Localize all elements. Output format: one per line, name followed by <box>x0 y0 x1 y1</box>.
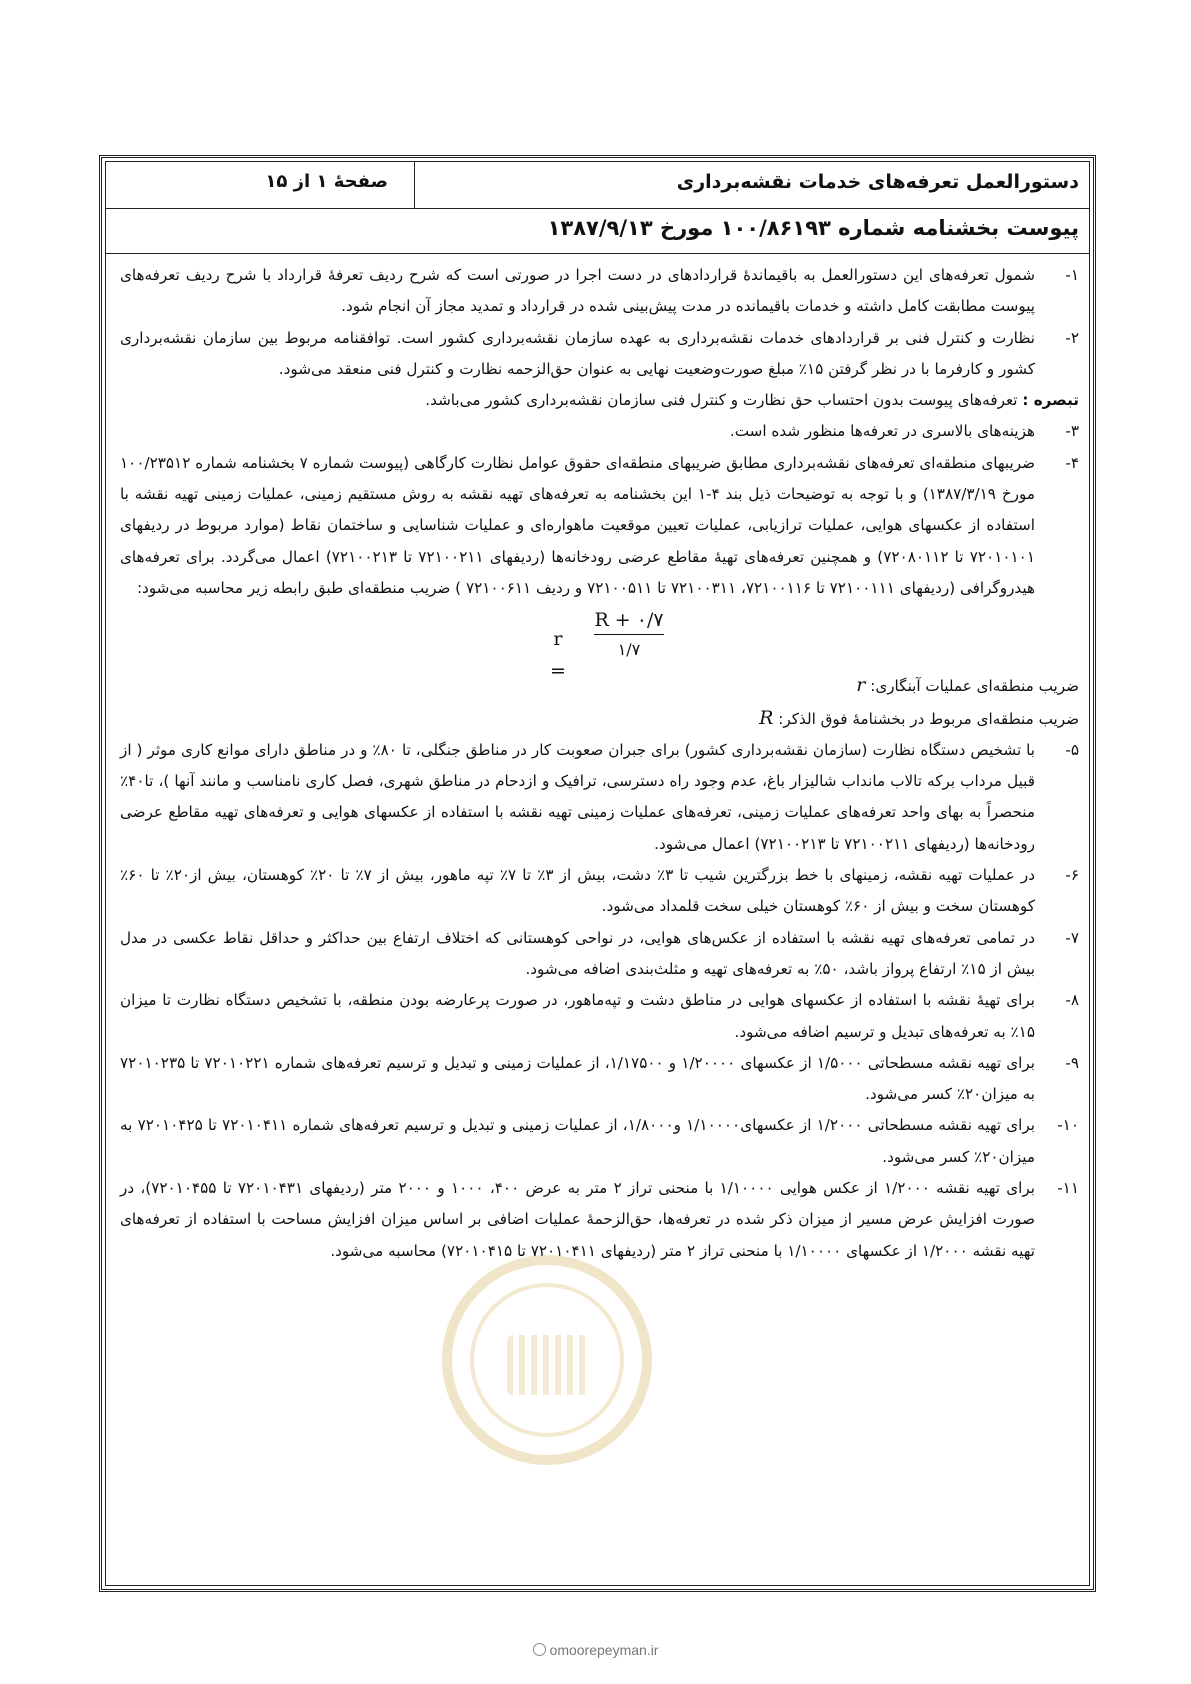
note-tabsare <box>120 385 1079 416</box>
footer-site: omoorepeyman.ir <box>549 1642 659 1658</box>
clause-number: ۴- <box>1065 453 1079 472</box>
clause-number: ۹- <box>1065 1053 1079 1072</box>
clause-text: با تشخیص دستگاه نظارت (سازمان نقشه‌برداری کشور) برای جبران صعوبت کار در مناطق جنگلی، تا ۸۰٪ و در مناطق دارای موانع کاری موثر ( از قبیل مرداب برکه تالاب مانداب شالیزار باغ، عدم وجود راه دسترسی، ترافیک و ازدحام در مناطق شهری، فصل کاری نامناسب و مانند آنها )، تا۴۰٪ منحصراً به بهای واحد تعرفه‌های عملیات زمینی، تعرفه‌های عملیات زمینی تهیه نقشه با استفاده از عکسهای هوایی و تعرفه‌های تهیه مقاطع عرضی رودخانه‌ها (ردیفهای ۷۲۱۰۰۲۱۱ تا ۷۲۱۰۰۲۱۳) اعمال می‌شود. <box>120 740 1036 853</box>
formula-denominator: ۱/۷ <box>617 640 641 660</box>
clause-text: برای تهیۀ نقشه با استفاده از عکسهای هوایی در مناطق دشت و تپه‌ماهور، در صورت پرعارضه بودن منطقه، با تشخیص دستگاه نظارت تا میزان ۱۵٪ به تعرفه‌های تبدیل و ترسیم اضافه می‌شود. <box>120 991 1035 1041</box>
definition-R <box>120 703 1079 735</box>
formula-lhs: r = <box>550 628 566 682</box>
note-text: تعرفه‌های پیوست بدون احتساب حق نظارت و کنترل فنی سازمان نقشه‌برداری کشور می‌باشد. <box>425 391 1023 410</box>
document-title: دستورالعمل تعرفه‌های خدمات نقشه‌برداری <box>676 171 1079 193</box>
header-row-title <box>106 162 1089 209</box>
clause-10 <box>120 1110 1079 1173</box>
clause-1 <box>120 260 1079 323</box>
clause-text: شمول تعرفه‌های این دستورالعمل به باقیماندۀ قراردادهای در دست اجرا در صورتی است که شرح ردیف تعرفۀ قرارداد با شرح ردیف تعرفه‌های پیوست مطابقت کامل داشته و خدمات باقیمانده در مدت پیش‌بینی شده در قرارداد و تمدید مجاز آن انجام شود. <box>120 266 1035 316</box>
clause-7 <box>120 923 1079 986</box>
header-row-subtitle <box>106 208 1089 254</box>
clause-number: ۵- <box>1065 740 1079 759</box>
clause-number: ۱۱- <box>1057 1179 1079 1198</box>
clause-11 <box>120 1173 1079 1267</box>
clause-text: برای تهیه نقشه مسطحاتی ۱/۵۰۰۰ از عکسهای ۱/۲۰۰۰۰ و ۱/۱۷۵۰۰، از عملیات زمینی و تبدیل و ترسیم تعرفه‌های شماره ۷۲۰۱۰۲۲۱ تا ۷۲۰۱۰۲۳۵ به میزان۲۰٪ کسر می‌شود. <box>120 1053 1035 1104</box>
clause-number: ۱- <box>1065 266 1079 284</box>
definition-text: ضریب منطقه‌ای مربوط در بخشنامۀ فوق الذکر: <box>773 709 1079 728</box>
regional-coefficient-formula <box>120 608 1079 682</box>
clause-text: نظارت و کنترل فنی بر قراردادهای خدمات نقشه‌برداری به عهده سازمان نقشه‌برداری کشور است. توافقنامه مربوط بین سازمان نقشه‌برداری کشور و کارفرما با در نظر گرفتن ۱۵٪ مبلغ صورت‌وضعیت نهایی به عنوان حق‌الزحمه نظارت و کنترل فنی منعقد می‌شود. <box>120 328 1035 378</box>
at-icon <box>533 1643 546 1656</box>
clause-number: ۷- <box>1065 928 1079 947</box>
clause-text: در تمامی تعرفه‌های تهیه نقشه با استفاده از عکس‌های هوایی، در نواحی کوهستانی که اختلاف ارتفاع بین حداکثر و حداقل نقاط عکسی در مدل بیش از ۱۵٪ ارتفاع پرواز باشد، ۵۰٪ به تعرفه‌های تهیه و مثلث‌بندی اضافه می‌شود. <box>120 928 1035 978</box>
definition-r <box>120 670 1079 702</box>
document-body <box>120 260 1079 1267</box>
clause-3 <box>120 416 1079 447</box>
clause-number: ۲- <box>1065 328 1079 347</box>
clause-6 <box>120 860 1079 923</box>
clause-9 <box>120 1048 1079 1111</box>
clause-4 <box>120 448 1079 604</box>
seal-watermark <box>442 1255 652 1465</box>
footer <box>0 1642 1191 1658</box>
note-label: تبصره : <box>1022 391 1079 410</box>
clause-8 <box>120 985 1079 1048</box>
definition-text: ضریب منطقه‌ای عملیات آبنگاری: <box>865 677 1079 696</box>
clause-2 <box>120 323 1079 386</box>
clause-text: هزینه‌های بالاسری در تعرفه‌ها منظور شده است. <box>729 422 1035 441</box>
definition-symbol: r <box>856 674 866 697</box>
clause-number: ۳- <box>1065 422 1079 441</box>
page-number-cell <box>106 162 415 208</box>
clause-text: در عملیات تهیه نقشه، زمینهای با خط بزرگترین شیب تا ۳٪ دشت، بیش از ۳٪ تا ۷٪ تپه ماهور، بیش از ۷٪ تا ۲۰٪ کوهستان، بیش از۲۰٪ تا ۶۰٪ کوهستان سخت و بیش از ۶۰٪ کوهستان خیلی سخت قلمداد می‌شود. <box>120 866 1035 916</box>
clause-5 <box>120 735 1079 860</box>
clause-number: ۱۰- <box>1057 1116 1079 1135</box>
clause-number: ۶- <box>1065 866 1079 885</box>
clause-number: ۸- <box>1065 991 1079 1010</box>
clause-text: برای تهیه نقشه ۱/۲۰۰۰ از عکس هوایی ۱/۱۰۰۰۰ با منحنی تراز ۲ متر به عرض ۴۰۰، ۱۰۰۰ و ۲۰۰۰ متر (ردیفهای ۷۲۰۱۰۴۳۱ تا ۷۲۰۱۰۴۵۵)، در صورت افزایش عرض مسیر از میزان ذکر شده در تعرفه‌ها، حق‌الزحمۀ عملیات اضافی بر اساس میزان افزایش مساحت با استفاده از تعرفه‌های تهیه نقشه ۱/۲۰۰۰ از عکسهای ۱/۱۰۰۰۰ با منحنی تراز ۲ متر (ردیفهای ۷۲۰۱۰۴۱۱ تا ۷۲۰۱۰۴۱۵) محاسبه می‌شود. <box>120 1179 1035 1260</box>
definition-symbol: R <box>759 706 774 729</box>
document-subtitle: پیوست بخشنامه شماره ۱۰۰/۸۶۱۹۳ مورخ ۱۳۸۷/۹/۱۳ <box>547 216 1079 240</box>
page-number: صفحۀ ۱ از ۱۵ <box>265 171 388 192</box>
clause-text: برای تهیه نقشه مسطحاتی ۱/۲۰۰۰ از عکسهای۱/۱۰۰۰۰ و۱/۸۰۰۰، از عملیات زمینی و تبدیل و ترسیم تعرفه‌های شماره ۷۲۰۱۰۴۱۱ تا ۷۲۰۱۰۴۲۵ به میزان۲۰٪ کسر می‌شود. <box>120 1116 1035 1166</box>
clause-text: ضریبهای منطقه‌ای تعرفه‌های نقشه‌برداری مطابق ضریبهای منطقه‌ای حقوق عوامل نظارت کارگاهی (پیوست شماره ۷ بخشنامه شماره ۱۰۰/۲۳۵۱۲ مورخ ۱۳۸۷/۳/۱۹) و با توجه به توضیحات ذیل بند ۴-۱ این بخشنامه به تعرفه‌های تهیه نقشه به روش مستقیم زمینی، عملیات زمینی تهیه نقشه با استفاده از عکسهای هوایی، عملیات ترازیابی، عملیات تعیین موقعیت ماهواره‌ای و عملیات شناسایی و ساختمان نقاط (موارد مربوط در ردیفهای ۷۲۰۱۰۱۰۱ تا ۷۲۰۸۰۱۱۲) و همچنین تعرفه‌های تهیۀ مقاطع عرضی رودخانه‌ها (ردیفهای ۷۲۱۰۰۲۱۱ تا ۷۲۱۰۰۲۱۳) اعمال می‌گردد. برای تعرفه‌های هیدروگرافی (ردیفهای ۷۲۱۰۰۱۱۱ تا ۷۲۱۰۰۱۱۶، ۷۲۱۰۰۳۱۱ تا ۷۲۱۰۰۵۱۱ و ردیف ۷۲۱۰۰۶۱۱ ) ضریب منطقه‌ای طبق رابطه زیر محاسبه می‌شود: <box>120 453 1035 597</box>
formula-numerator: R + ۰/۷ <box>594 608 664 635</box>
